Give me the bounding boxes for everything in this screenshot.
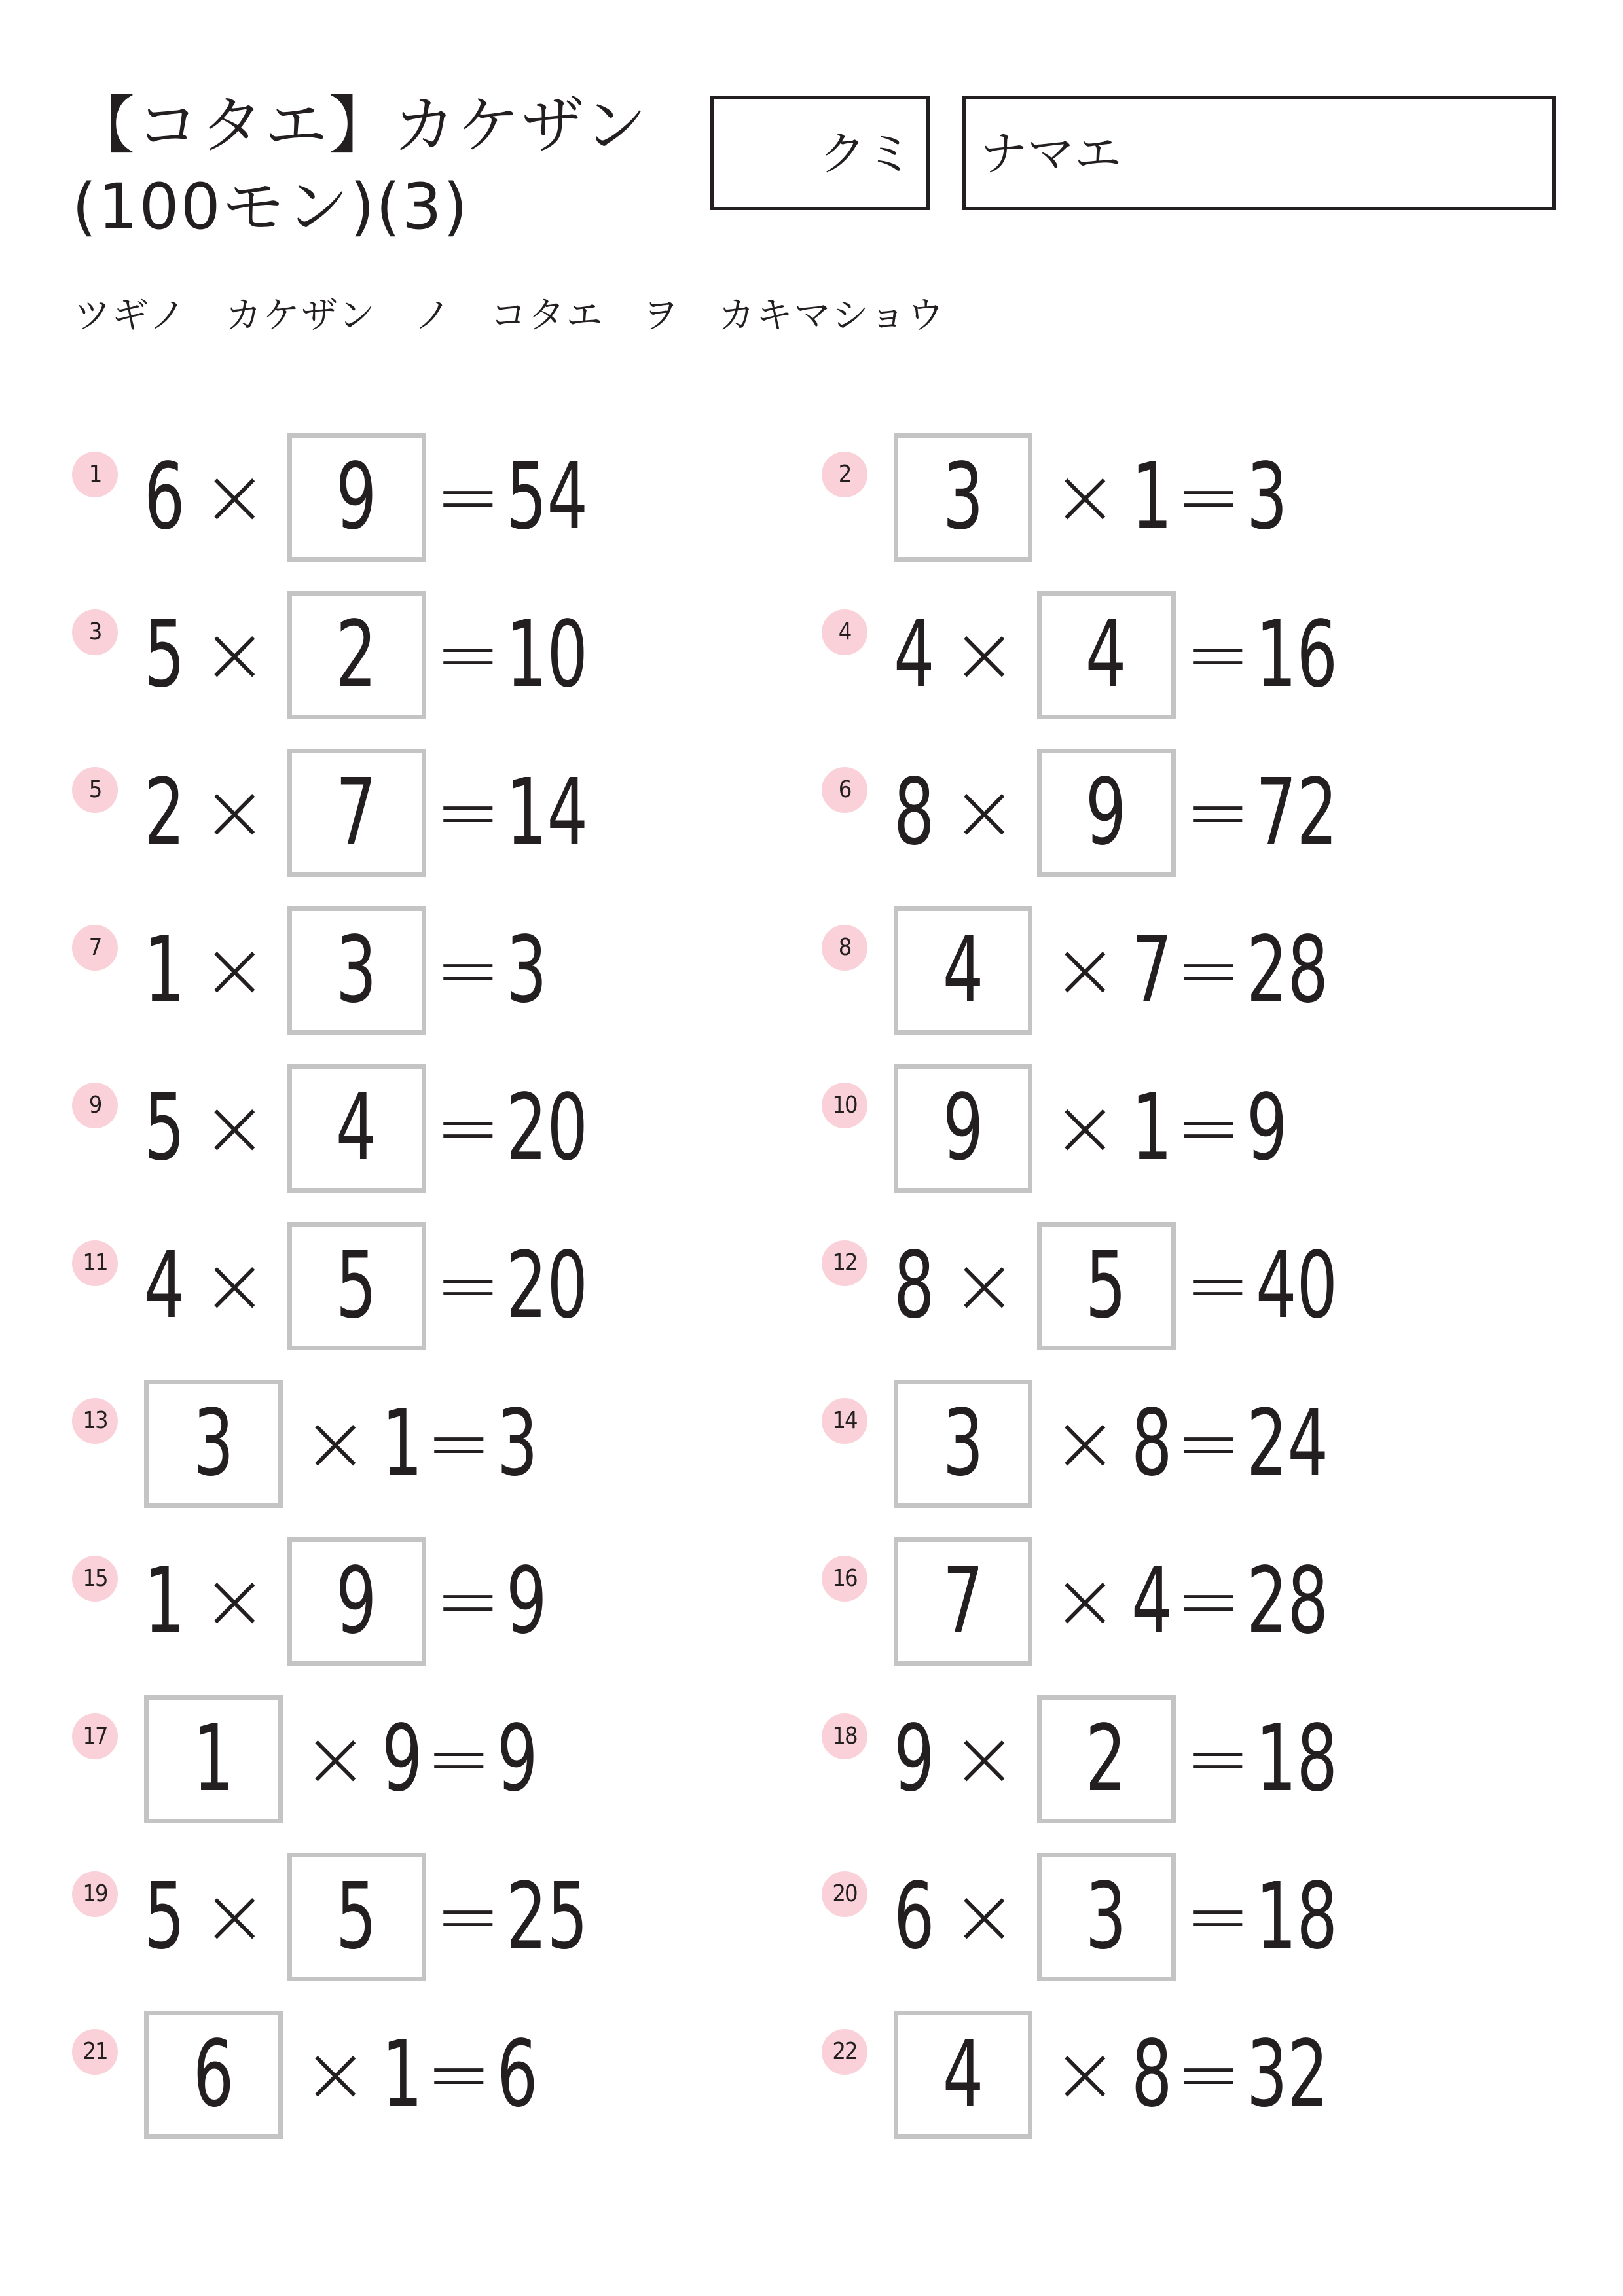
equation <box>144 1378 541 1509</box>
product: 32 <box>1247 2021 1329 2128</box>
product: 72 <box>1256 759 1338 866</box>
title-line-1: 【コタエ】カケザン <box>72 89 649 162</box>
answer-box[interactable] <box>894 1537 1032 1666</box>
equation <box>144 905 551 1036</box>
problem-13 <box>72 1378 727 1509</box>
equation <box>144 2009 541 2140</box>
problem-14 <box>822 1378 1476 1509</box>
problem-7 <box>72 905 727 1036</box>
answer-box[interactable] <box>894 906 1032 1035</box>
product: 28 <box>1247 1548 1329 1655</box>
problem-number-badge: 10 <box>822 1083 867 1128</box>
class-field[interactable] <box>710 96 930 210</box>
class-label: クミ <box>818 126 913 181</box>
product: 3 <box>1247 444 1288 550</box>
times-sign: × <box>202 1240 268 1331</box>
problem-22 <box>822 2009 1476 2140</box>
equals-sign: = <box>426 1398 492 1489</box>
times-sign: × <box>302 1713 369 1804</box>
equals-sign: = <box>1175 452 1242 543</box>
problem-10 <box>822 1063 1476 1194</box>
problem-number-badge: 16 <box>822 1556 867 1602</box>
answer-value: 5 <box>336 1863 377 1970</box>
answer-box[interactable] <box>144 1695 283 1823</box>
factor-a: 1 <box>144 917 185 1024</box>
answer-value: 4 <box>942 2021 984 2128</box>
problem-8 <box>822 905 1476 1036</box>
answer-value: 3 <box>1085 1863 1127 1970</box>
product: 9 <box>497 1706 538 1812</box>
times-sign: × <box>202 452 268 543</box>
times-sign: × <box>1052 1398 1118 1489</box>
title-line-2: (100モン)(3) <box>72 170 469 243</box>
problem-number-badge: 6 <box>822 767 867 813</box>
answer-value: 7 <box>336 759 377 866</box>
product: 20 <box>506 1232 589 1339</box>
answer-box[interactable] <box>287 1064 426 1193</box>
problem-number-badge: 9 <box>72 1083 118 1128</box>
factor-a: 1 <box>144 1548 185 1655</box>
problem-number-badge: 3 <box>72 609 118 655</box>
problem-number-badge: 19 <box>72 1871 118 1917</box>
factor-b: 7 <box>1131 917 1173 1024</box>
equals-sign: = <box>426 2029 492 2120</box>
equation <box>894 1063 1291 1194</box>
problem-11 <box>72 1221 727 1352</box>
problem-1 <box>72 432 727 563</box>
problem-number-badge: 20 <box>822 1871 867 1917</box>
factor-a: 5 <box>144 1863 185 1970</box>
equals-sign: = <box>1184 1871 1251 1962</box>
answer-value: 4 <box>942 917 984 1024</box>
answer-box[interactable] <box>144 2011 283 2139</box>
equation <box>894 590 1345 721</box>
times-sign: × <box>1052 1083 1118 1174</box>
product: 3 <box>497 1390 538 1497</box>
answer-box[interactable] <box>894 2011 1032 2139</box>
answer-box[interactable] <box>287 906 426 1035</box>
answer-box[interactable] <box>287 1537 426 1666</box>
times-sign: × <box>302 2029 369 2120</box>
equals-sign: = <box>435 1556 501 1647</box>
equals-sign: = <box>435 767 501 858</box>
equals-sign: = <box>435 609 501 700</box>
answer-value: 6 <box>192 2021 234 2128</box>
factor-a: 4 <box>894 601 935 708</box>
factor-a: 5 <box>144 601 185 708</box>
equation <box>894 1852 1345 1982</box>
factor-a: 9 <box>894 1706 935 1812</box>
times-sign: × <box>202 925 268 1016</box>
problem-20 <box>822 1852 1476 1982</box>
times-sign: × <box>951 767 1017 858</box>
answer-box[interactable] <box>894 1380 1032 1508</box>
factor-a: 4 <box>144 1232 185 1339</box>
product: 16 <box>1256 601 1338 708</box>
times-sign: × <box>951 1240 1017 1331</box>
product: 25 <box>506 1863 589 1970</box>
answer-box[interactable] <box>287 1853 426 1981</box>
product: 3 <box>506 917 547 1024</box>
problem-3 <box>72 590 727 721</box>
problem-12 <box>822 1221 1476 1352</box>
equals-sign: = <box>1184 1240 1251 1331</box>
product: 18 <box>1256 1863 1338 1970</box>
problem-2 <box>822 432 1476 563</box>
answer-box[interactable] <box>287 433 426 562</box>
name-label: ナマエ <box>980 126 1122 181</box>
times-sign: × <box>202 1871 268 1962</box>
times-sign: × <box>202 1083 268 1174</box>
equation <box>894 2009 1336 2140</box>
times-sign: × <box>951 1871 1017 1962</box>
answer-value: 2 <box>1085 1706 1127 1812</box>
answer-value: 4 <box>1085 601 1127 708</box>
equation <box>144 1694 541 1825</box>
equation <box>144 432 595 563</box>
equals-sign: = <box>435 452 501 543</box>
product: 28 <box>1247 917 1329 1024</box>
equation <box>894 1378 1336 1509</box>
times-sign: × <box>1052 1556 1118 1647</box>
times-sign: × <box>1052 2029 1118 2120</box>
answer-value: 3 <box>336 917 377 1024</box>
times-sign: × <box>302 1398 369 1489</box>
problem-number-badge: 21 <box>72 2029 118 2075</box>
problem-number-badge: 4 <box>822 609 867 655</box>
problem-5 <box>72 747 727 878</box>
factor-a: 5 <box>144 1075 185 1181</box>
equation <box>144 590 595 721</box>
product: 14 <box>506 759 589 866</box>
equation <box>144 1221 595 1352</box>
equals-sign: = <box>1175 1556 1242 1647</box>
answer-value: 3 <box>192 1390 234 1497</box>
answer-value: 3 <box>942 1390 984 1497</box>
answer-box[interactable] <box>894 433 1032 562</box>
factor-a: 6 <box>144 444 185 550</box>
factor-b: 1 <box>381 2021 423 2128</box>
product: 18 <box>1256 1706 1338 1812</box>
name-field[interactable] <box>962 96 1556 210</box>
problem-16 <box>822 1536 1476 1667</box>
answer-box[interactable] <box>1037 1222 1176 1350</box>
factor-b: 8 <box>1131 1390 1173 1497</box>
answer-value: 9 <box>942 1075 984 1181</box>
problem-number-badge: 17 <box>72 1713 118 1759</box>
answer-value: 7 <box>942 1548 984 1655</box>
problem-21 <box>72 2009 727 2140</box>
problem-4 <box>822 590 1476 721</box>
answer-box[interactable] <box>1037 1695 1176 1823</box>
equals-sign: = <box>1184 1713 1251 1804</box>
equals-sign: = <box>1175 1398 1242 1489</box>
equation <box>144 1852 595 1982</box>
factor-a: 8 <box>894 1232 935 1339</box>
product: 54 <box>506 444 589 550</box>
factor-b: 1 <box>1131 444 1173 550</box>
problem-number-badge: 12 <box>822 1240 867 1286</box>
equals-sign: = <box>1184 767 1251 858</box>
times-sign: × <box>1052 452 1118 543</box>
problem-19 <box>72 1852 727 1982</box>
worksheet-title <box>72 85 648 247</box>
equals-sign: = <box>1175 2029 1242 2120</box>
answer-box[interactable] <box>144 1380 283 1508</box>
product: 24 <box>1247 1390 1329 1497</box>
equation <box>144 1063 595 1194</box>
answer-value: 1 <box>192 1706 234 1812</box>
problem-number-badge: 11 <box>72 1240 118 1286</box>
product: 9 <box>506 1548 547 1655</box>
answer-box[interactable] <box>1037 1853 1176 1981</box>
equation <box>894 1221 1345 1352</box>
equation <box>894 1694 1345 1825</box>
equals-sign: = <box>435 925 501 1016</box>
equation <box>144 747 595 878</box>
product: 20 <box>506 1075 589 1181</box>
equals-sign: = <box>435 1240 501 1331</box>
problem-number-badge: 8 <box>822 925 867 971</box>
answer-value: 9 <box>336 1548 377 1655</box>
problem-number-badge: 14 <box>822 1398 867 1444</box>
equation <box>894 1536 1336 1667</box>
answer-value: 2 <box>336 601 377 708</box>
answer-box[interactable] <box>1037 591 1176 719</box>
factor-b: 9 <box>381 1706 423 1812</box>
factor-b: 1 <box>1131 1075 1173 1181</box>
factor-a: 6 <box>894 1863 935 1970</box>
problem-number-badge: 18 <box>822 1713 867 1759</box>
problem-6 <box>822 747 1476 878</box>
problem-number-badge: 15 <box>72 1556 118 1602</box>
answer-box[interactable] <box>894 1064 1032 1193</box>
problem-18 <box>822 1694 1476 1825</box>
problem-number-badge: 2 <box>822 452 867 497</box>
product: 9 <box>1247 1075 1288 1181</box>
answer-box[interactable] <box>1037 749 1176 877</box>
instruction-text: ツギノ カケザン ノ コタエ ヲ カキマショウ <box>74 295 945 337</box>
factor-b: 8 <box>1131 2021 1173 2128</box>
equation <box>894 432 1291 563</box>
equation <box>894 905 1336 1036</box>
equals-sign: = <box>1175 925 1242 1016</box>
problem-number-badge: 22 <box>822 2029 867 2075</box>
problem-number-badge: 1 <box>72 452 118 497</box>
problem-15 <box>72 1536 727 1667</box>
product: 40 <box>1256 1232 1338 1339</box>
times-sign: × <box>1052 925 1118 1016</box>
equation <box>144 1536 551 1667</box>
equals-sign: = <box>435 1083 501 1174</box>
answer-value: 5 <box>1085 1232 1127 1339</box>
times-sign: × <box>951 1713 1017 1804</box>
answer-value: 5 <box>336 1232 377 1339</box>
answer-value: 9 <box>336 444 377 550</box>
times-sign: × <box>951 609 1017 700</box>
factor-a: 8 <box>894 759 935 866</box>
problem-17 <box>72 1694 727 1825</box>
problem-number-badge: 7 <box>72 925 118 971</box>
equals-sign: = <box>1175 1083 1242 1174</box>
times-sign: × <box>202 609 268 700</box>
problem-9 <box>72 1063 727 1194</box>
answer-box[interactable] <box>287 749 426 877</box>
times-sign: × <box>202 1556 268 1647</box>
equation <box>894 747 1345 878</box>
factor-b: 4 <box>1131 1548 1173 1655</box>
product: 10 <box>506 601 589 708</box>
answer-box[interactable] <box>287 1222 426 1350</box>
answer-value: 9 <box>1085 759 1127 866</box>
times-sign: × <box>202 767 268 858</box>
problem-number-badge: 13 <box>72 1398 118 1444</box>
product: 6 <box>497 2021 538 2128</box>
answer-value: 3 <box>942 444 984 550</box>
factor-a: 2 <box>144 759 185 866</box>
equals-sign: = <box>435 1871 501 1962</box>
answer-box[interactable] <box>287 591 426 719</box>
problem-number-badge: 5 <box>72 767 118 813</box>
equals-sign: = <box>1184 609 1251 700</box>
answer-value: 4 <box>336 1075 377 1181</box>
factor-b: 1 <box>381 1390 423 1497</box>
equals-sign: = <box>426 1713 492 1804</box>
